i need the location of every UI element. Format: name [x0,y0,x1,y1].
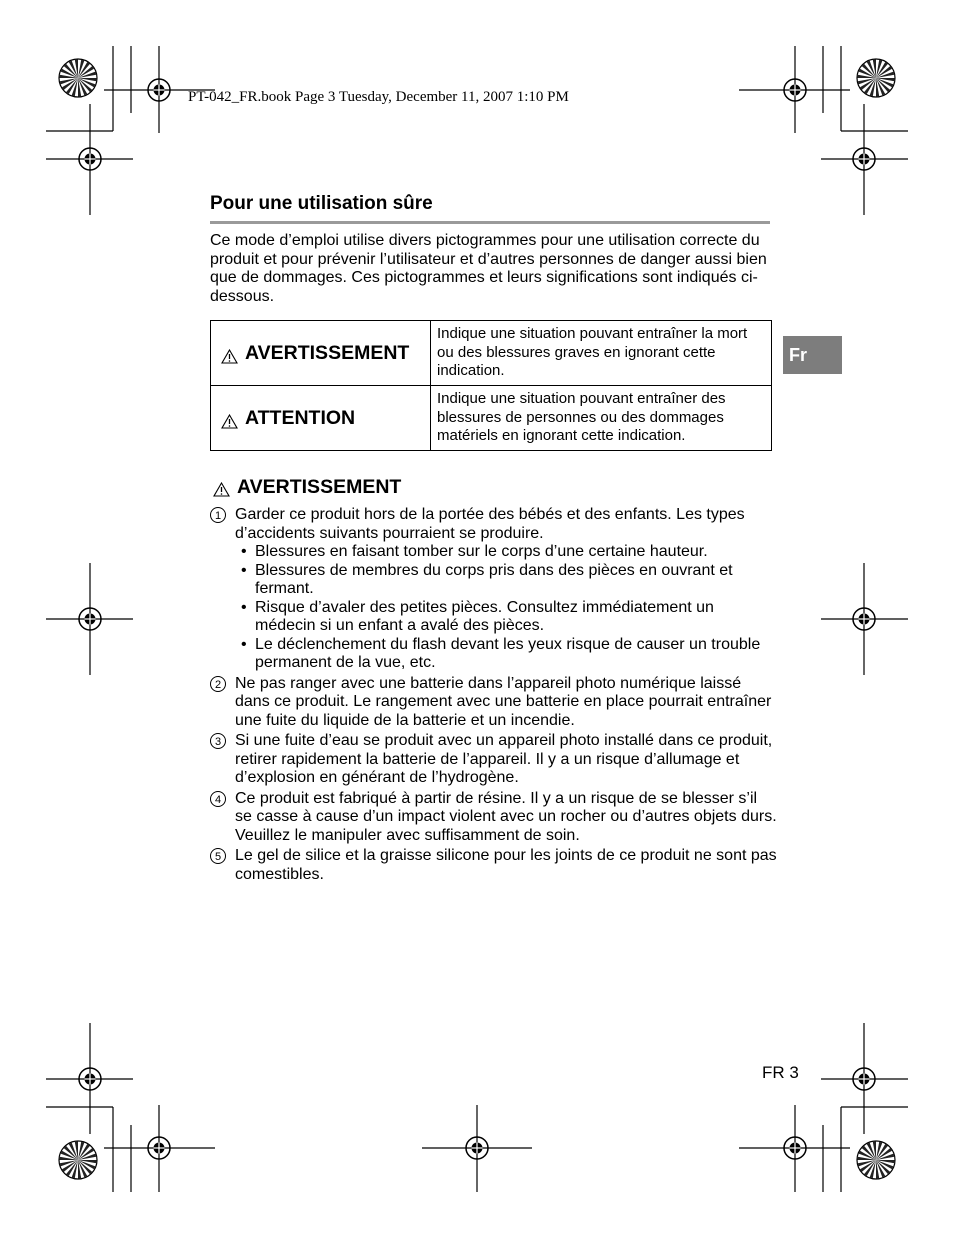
legend-term-cell [211,386,431,451]
warning-triangle-icon [221,349,238,364]
item-number: 4 [210,791,226,807]
title-underline [210,221,770,224]
legend-row-warning [211,321,772,386]
pictogram-legend-table [210,320,772,451]
item-number: 5 [210,848,226,864]
item-text: Le gel de silice et la graisse silicone pour les joints de ce produit ne sont pas comestibles. [235,847,777,883]
bullet-item: • Risque d’avaler des petites pièces. Consultez immédiatement un médecin si un enfant a avalé des pièces. [241,598,714,634]
bullet-item: • Blessures de membres du corps pris dans des pièces en ouvrant et fermant. [241,561,733,597]
legend-term: ATTENTION [245,406,356,429]
item-number: 2 [210,676,226,692]
calibration-starburst [59,1141,97,1179]
language-tab: Fr [783,336,842,374]
list-item [210,732,778,788]
legend-description: Indique une situation pouvant entraîner des blessures de personnes ou des dommages matériels en ignorant cette indication. [431,386,772,451]
bullet-item: • Le déclenchement du flash devant les yeux risque de causer un trouble permanent de la vue, etc. [241,635,761,671]
warning-heading-text: AVERTISSEMENT [237,476,402,498]
legend-row-caution [211,386,772,451]
legend-term: AVERTISSEMENT [245,341,410,364]
item-number: 1 [210,507,226,523]
bullet-list [235,543,778,673]
legend-description: Indique une situation pouvant entraîner la mort ou des blessures graves en ignorant cette indication. [431,321,772,386]
section-title: Pour une utilisation sûre [210,193,433,214]
warning-heading [213,476,401,499]
warning-triangle-icon [221,414,238,429]
bullet-item: • Blessures en faisant tomber sur le corps d’une certaine hauteur. [241,543,708,560]
item-number: 3 [210,733,226,749]
calibration-starburst [857,59,895,97]
item-text: Si une fuite d’eau se produit avec un appareil photo installé dans ce produit, retirer rapidement la batterie de l’appareil. Il y a un risque d’allumage et d’explosion en générant de l’hydrogène. [235,732,773,786]
legend-term-cell [211,321,431,386]
calibration-starburst [59,59,97,97]
list-item [210,675,778,731]
list-item [210,847,778,884]
item-text: Ce produit est fabriqué à partir de résine. Il y a un risque de se blesser s’il se casse à cause d’un impact violent avec un rocher ou d’autres objets durs. Veuillez le manipuler avec suffisamment de soin. [235,789,777,844]
page-number: FR 3 [762,1063,799,1082]
item-text: Garder ce produit hors de la portée des bébés et des enfants. Les types d’accidents suivants pourraient se produire. [235,506,745,542]
warning-triangle-icon [213,482,230,497]
list-item [210,790,778,846]
print-header: PT-042_FR.book Page 3 Tuesday, December 11, 2007 1:10 PM [188,89,569,105]
warning-list [210,506,778,886]
item-text: Ne pas ranger avec une batterie dans l’appareil photo numérique laissé dans ce produit. Le rangement avec une batterie en place pourrait entraîner une fuite du liquide de la batterie et un incendie. [235,674,772,729]
intro-paragraph: Ce mode d’emploi utilise divers pictogrammes pour une utilisation correcte du produit et pour prévenir l’utilisateur et d’autres personnes de danger aussi bien que de dommages. Ces pictogrammes et leurs significations sont indiqués ci-dessous. [210,232,767,305]
list-item [210,506,778,673]
calibration-starburst [857,1141,895,1179]
